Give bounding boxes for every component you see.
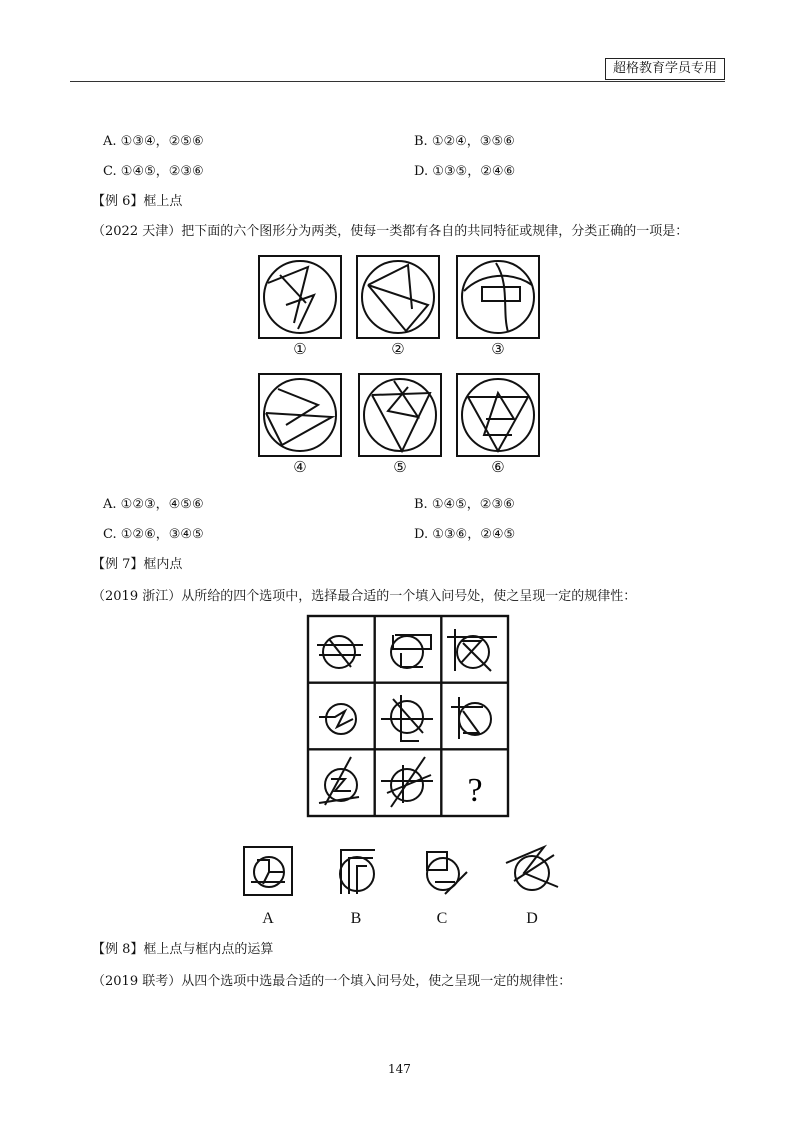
figure-4 <box>258 373 342 457</box>
figure-3 <box>456 255 540 339</box>
figure-6 <box>456 373 540 457</box>
answer-label-c[interactable]: C <box>436 910 448 927</box>
grid-cell-6 <box>451 697 491 739</box>
example7-title: 【例 7】框内点 <box>92 557 183 572</box>
puzzle-grid <box>307 615 509 817</box>
q5-option-b[interactable] <box>414 130 515 149</box>
header-rule <box>70 81 725 82</box>
grid-cell-7 <box>319 757 359 805</box>
figure-5 <box>358 373 442 457</box>
figure-label-1: ① <box>293 340 307 358</box>
option-letter: A. <box>103 134 117 149</box>
example6-title: 【例 6】框上点 <box>92 194 183 209</box>
option-text: ①④⑤，②③⑥ <box>120 164 204 179</box>
option-letter: B. <box>414 497 428 512</box>
grid-cell-2 <box>391 635 431 668</box>
page-number: 147 <box>388 1062 411 1076</box>
example8-title: 【例 8】框上点与框内点的运算 <box>92 942 274 957</box>
option-letter: C. <box>103 164 117 179</box>
option-text: ①③④，②⑤⑥ <box>120 134 204 149</box>
option-text: ①③⑥，②④⑤ <box>432 527 516 542</box>
grid-cell-1 <box>317 636 363 668</box>
example6-option-d[interactable] <box>414 523 515 542</box>
example8-question: （2019 联考）从四个选项中选最合适的一个填入问号处，使之呈现一定的规律性： <box>92 974 572 989</box>
grid-question-mark: ? <box>467 772 483 809</box>
answer-figure-a[interactable] <box>243 846 293 896</box>
example6-option-b[interactable] <box>414 493 515 512</box>
answer-label-a[interactable]: A <box>262 910 274 927</box>
option-letter: A. <box>103 497 117 512</box>
figure-label-2: ② <box>391 340 405 358</box>
option-letter: C. <box>103 527 117 542</box>
answer-label-d[interactable]: D <box>526 910 538 927</box>
figure-label-3: ③ <box>491 340 505 358</box>
q5-option-a[interactable] <box>103 130 204 149</box>
figure-2 <box>356 255 440 339</box>
option-text: ①②⑥，③④⑤ <box>120 527 204 542</box>
answer-figure-c[interactable] <box>415 846 469 896</box>
example6-option-a[interactable] <box>103 493 204 512</box>
answer-label-b[interactable]: B <box>350 910 362 927</box>
figure-label-5: ⑤ <box>393 458 407 476</box>
option-text: ①④⑤，②③⑥ <box>431 497 515 512</box>
option-text: ①②③，④⑤⑥ <box>120 497 204 512</box>
figure-label-6: ⑥ <box>491 458 505 476</box>
figure-label-4: ④ <box>293 458 307 476</box>
figure-1 <box>258 255 342 339</box>
header-tag: 超格教育学员专用 <box>605 58 725 80</box>
grid-cell-8 <box>381 757 433 807</box>
option-text: ①②④，③⑤⑥ <box>431 134 515 149</box>
grid-cell-5 <box>381 695 433 741</box>
option-letter: D. <box>414 164 429 179</box>
option-text: ①③⑤，②④⑥ <box>432 164 516 179</box>
example6-question: （2022 天津）把下面的六个图形分为两类，使每一类都有各自的共同特征或规律，分类正确的一项是： <box>92 224 689 239</box>
grid-cell-3 <box>447 629 497 671</box>
option-letter: D. <box>414 527 429 542</box>
answer-figure-b[interactable] <box>331 846 381 896</box>
answer-figure-d[interactable] <box>502 843 562 897</box>
example6-option-c[interactable] <box>103 523 204 542</box>
option-letter: B. <box>414 134 428 149</box>
q5-option-c[interactable] <box>103 160 204 179</box>
example7-question: （2019 浙江）从所给的四个选项中，选择最合适的一个填入问号处，使之呈现一定的规律性： <box>92 589 637 604</box>
grid-cell-4 <box>319 704 356 734</box>
q5-option-d[interactable] <box>414 160 515 179</box>
